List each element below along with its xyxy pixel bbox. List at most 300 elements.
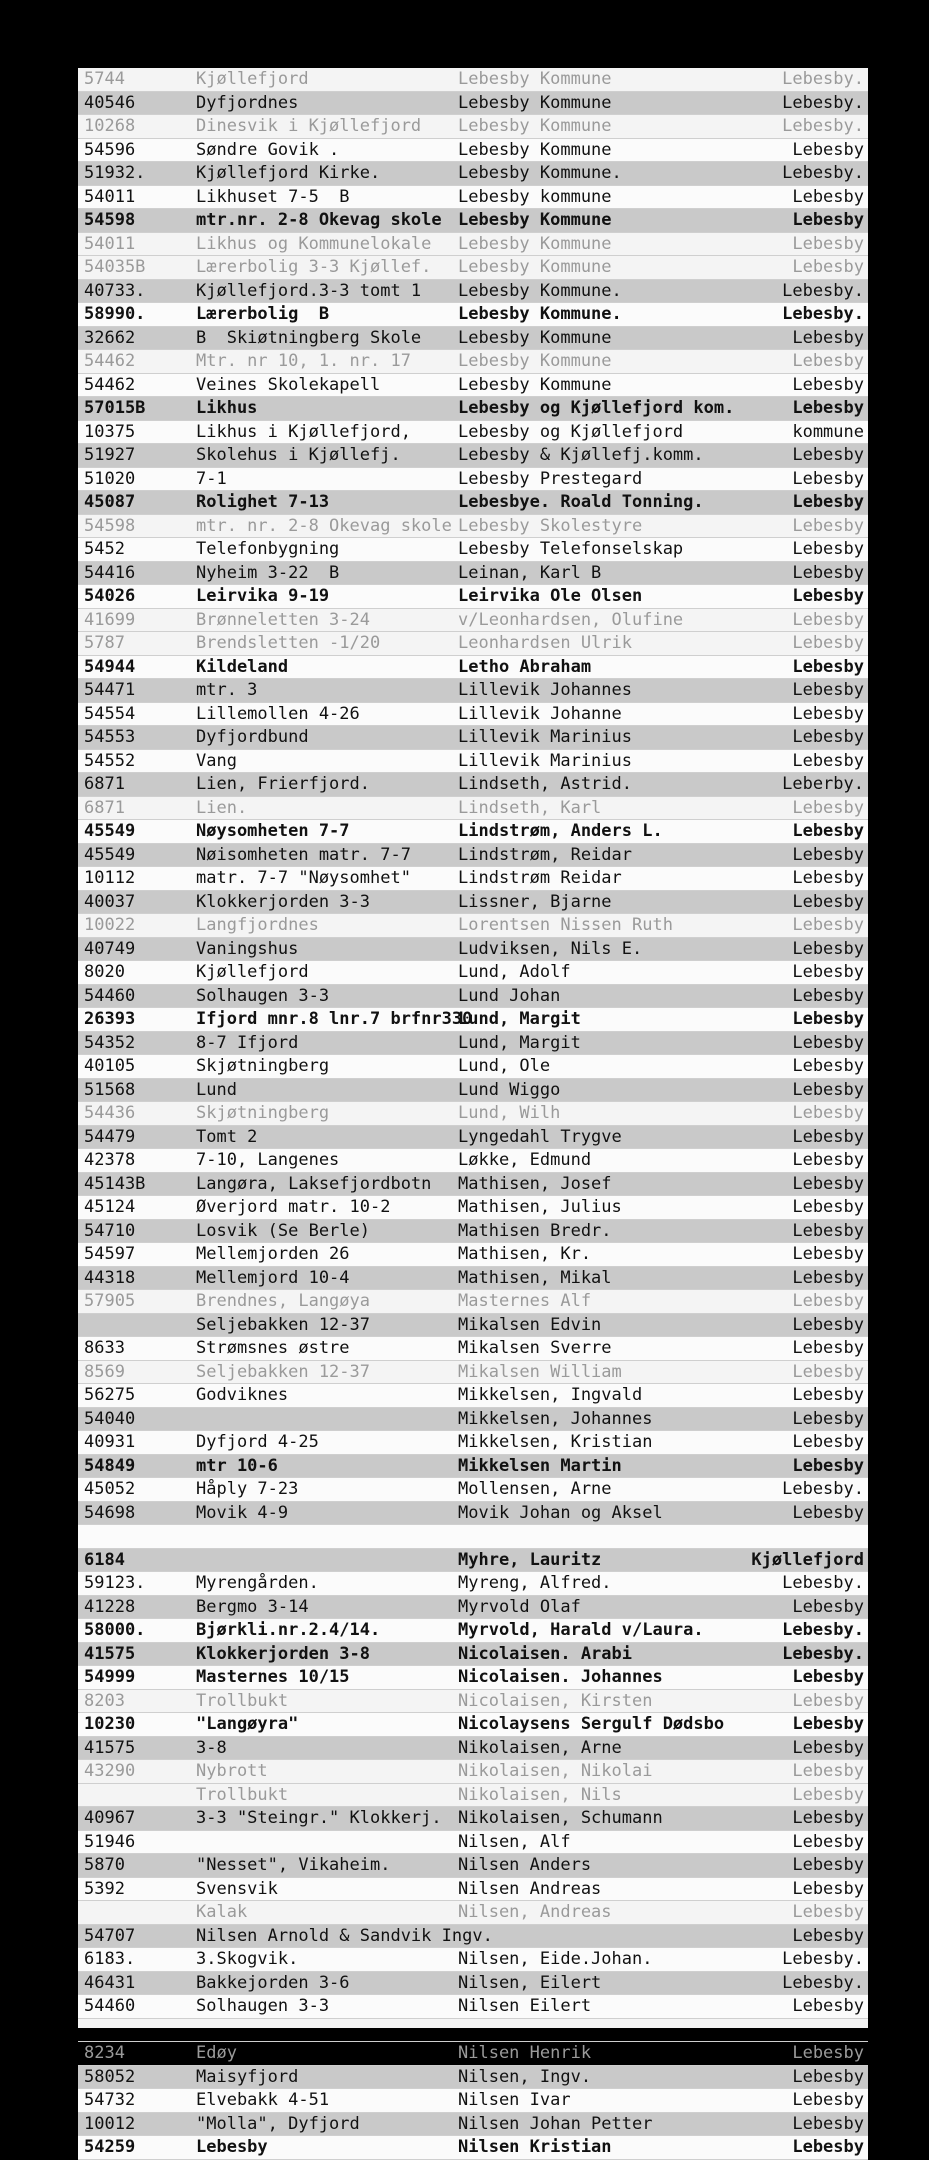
- register-strip: [78, 2136, 868, 2160]
- register-strip: [78, 421, 868, 445]
- municipality: Lebesby: [792, 1596, 864, 1617]
- owner-name: Løkke, Edmund: [458, 1150, 592, 1170]
- register-strip: [78, 1267, 868, 1291]
- municipality: Lebesby: [792, 1432, 864, 1452]
- property-name: Strømsnes østre: [196, 1338, 350, 1358]
- municipality: Lebesby: [792, 656, 864, 677]
- record-number: 54598: [84, 210, 136, 230]
- owner-name: Myrvold Olaf: [458, 1596, 581, 1617]
- record-number: 54849: [84, 1455, 136, 1476]
- municipality: Lebesby: [792, 1079, 864, 1100]
- owner-name: Lebesby Kommune.: [458, 163, 622, 183]
- owner-name: Lebesby Kommune: [458, 257, 612, 277]
- property-name: mtr. 3: [196, 680, 258, 700]
- property-name: Kalak: [196, 1902, 248, 1922]
- property-name: Mellemjord 10-4: [196, 1267, 350, 1288]
- record-number: 5787: [84, 633, 125, 653]
- property-name: Lillemollen 4-26: [196, 703, 360, 724]
- register-strip: [78, 139, 868, 163]
- record-number: 10375: [84, 421, 136, 442]
- municipality: Lebesby: [792, 139, 864, 160]
- property-name: Likhuset 7-5 B: [196, 186, 350, 207]
- record-number: 51927: [84, 445, 136, 465]
- register-strip: [78, 350, 868, 374]
- owner-name: Masternes Alf: [458, 1291, 592, 1311]
- register-strip: [78, 1196, 868, 1220]
- register-strip: [78, 1854, 868, 1878]
- municipality: Lebesby.: [782, 280, 864, 301]
- municipality: Lebesby: [792, 2113, 864, 2134]
- record-number: 8020: [84, 962, 125, 982]
- register-strip: [78, 703, 868, 727]
- municipality: Lebesby: [792, 680, 864, 700]
- owner-name: Lebesby Kommune: [458, 116, 612, 136]
- record-number: 40967: [84, 1808, 136, 1828]
- property-name: Trollbukt: [196, 1784, 289, 1805]
- municipality: Lebesby: [792, 1291, 864, 1311]
- property-name: Rolighet 7-13: [196, 492, 330, 512]
- record-number: 46431: [84, 1972, 136, 1993]
- owner-name: Nikolaisen, Nikolai: [458, 1761, 653, 1781]
- property-name: Edøy: [196, 2043, 237, 2063]
- municipality: Lebesby: [792, 868, 864, 888]
- record-number: 54471: [84, 680, 136, 700]
- owner-name: Lebesby Kommune.: [458, 304, 622, 324]
- municipality: Lebesby: [792, 1925, 864, 1946]
- municipality: Lebesby: [792, 1032, 864, 1053]
- owner-name: Lebesby & Kjøllefj.komm.: [458, 445, 704, 465]
- property-name: Elvebakk 4-51: [196, 2090, 330, 2110]
- property-name: Mtr. nr 10, 1. nr. 17: [196, 351, 411, 371]
- owner-name: Lindstrøm, Anders L.: [458, 821, 663, 841]
- record-number: 42378: [84, 1150, 136, 1170]
- owner-name: Nilsen Ivar: [458, 2090, 571, 2110]
- record-number: 10012: [84, 2113, 136, 2134]
- property-name: Masternes 10/15: [196, 1667, 350, 1687]
- municipality: Lebesby: [792, 1455, 864, 1476]
- register-strip: [78, 1972, 868, 1996]
- owner-name: Mikalsen Sverre: [458, 1338, 612, 1358]
- property-name: Lund: [196, 1079, 237, 1100]
- register-strip: [78, 1807, 868, 1831]
- register-strip: [78, 2042, 868, 2066]
- owner-name: Lissner, Bjarne: [458, 891, 612, 912]
- property-name: Godviknes: [196, 1385, 289, 1405]
- municipality: Lebesby: [792, 1244, 864, 1264]
- owner-name: Nilsen Johan Petter: [458, 2113, 653, 2134]
- property-name: mtr.nr. 2-8 Okevag skole: [196, 210, 442, 230]
- owner-name: Myreng, Alfred.: [458, 1573, 612, 1593]
- property-name: 7-10, Langenes: [196, 1150, 340, 1170]
- record-number: 41228: [84, 1596, 136, 1617]
- property-name: "Nesset", Vikaheim.: [196, 1855, 391, 1875]
- property-name: Klokkerjorden 3-8: [196, 1643, 370, 1664]
- property-name: 7-1: [196, 468, 227, 489]
- register-strip: [78, 1502, 868, 1526]
- property-name: Maisyfjord: [196, 2066, 299, 2087]
- owner-name: Nilsen, Eide.Johan.: [458, 1949, 653, 1969]
- municipality: Lebesby: [792, 915, 864, 935]
- register-strip: [78, 1032, 868, 1056]
- municipality: Lebesby: [792, 186, 864, 207]
- record-number: 54460: [84, 1996, 136, 2016]
- municipality: Lebesby: [792, 1784, 864, 1805]
- municipality: Lebesby: [792, 1408, 864, 1429]
- owner-name: Lebesby Kommune: [458, 351, 612, 371]
- property-name: Søndre Govik .: [196, 139, 340, 160]
- record-number: 41699: [84, 609, 136, 630]
- record-number: 8234: [84, 2043, 125, 2063]
- property-name: 8-7 Ifjord: [196, 1032, 299, 1053]
- owner-name: Lund, Margit: [458, 1009, 581, 1029]
- municipality: Lebesby: [792, 1220, 864, 1241]
- municipality: Lebesby.: [782, 1573, 864, 1593]
- property-name: matr. 7-7 "Nøysomhet": [196, 868, 411, 888]
- municipality: Lebesby: [792, 1902, 864, 1922]
- property-name: Vaningshus: [196, 938, 299, 959]
- register-strip: [78, 585, 868, 609]
- owner-name: Mathisen, Kr.: [458, 1244, 592, 1264]
- record-number: 58052: [84, 2066, 136, 2087]
- register-strip: [78, 1666, 868, 1690]
- owner-name: Lebesby Kommune: [458, 210, 612, 230]
- record-number: 40546: [84, 92, 136, 113]
- owner-name: Myrvold, Harald v/Laura.: [458, 1620, 704, 1640]
- municipality: Lebesby: [792, 233, 864, 254]
- record-number: 54553: [84, 727, 136, 747]
- record-number: 32662: [84, 327, 136, 348]
- record-number: 8203: [84, 1690, 125, 1711]
- owner-name: Nicolaisen, Kirsten: [458, 1690, 653, 1711]
- register-strip: [78, 1408, 868, 1432]
- register-strip: [78, 444, 868, 468]
- record-number: 54999: [84, 1667, 136, 1687]
- property-name: Bakkejorden 3-6: [196, 1972, 350, 1993]
- register-strip: [78, 1102, 868, 1126]
- owner-name: Lebesby Kommune: [458, 69, 612, 89]
- property-name: Skjøtningberg: [196, 1103, 330, 1123]
- record-number: 54479: [84, 1126, 136, 1147]
- record-number: 54462: [84, 351, 136, 371]
- record-number: 54460: [84, 985, 136, 1006]
- record-number: 58990.: [84, 304, 146, 324]
- record-number: 54462: [84, 374, 136, 395]
- property-name: Lærerbolig 3-3 Kjøllef.: [196, 257, 432, 277]
- municipality: Lebesby: [792, 891, 864, 912]
- property-name: Kjøllefjord Kirke.: [196, 163, 381, 183]
- municipality: Lebesby: [792, 515, 864, 536]
- record-number: 54011: [84, 186, 136, 207]
- property-name: Nilsen Arnold & Sandvik Ingv.: [196, 1925, 493, 1946]
- owner-name: Nilsen Anders: [458, 1855, 592, 1875]
- owner-name: Lebesby Kommune: [458, 327, 612, 348]
- property-name: Svensvik: [196, 1878, 278, 1899]
- register-strip: [78, 726, 868, 750]
- municipality: Lebesby: [792, 750, 864, 771]
- municipality: Lebesby: [792, 1385, 864, 1405]
- record-number: 10112: [84, 868, 136, 888]
- owner-name: Lebesby Telefonselskap: [458, 539, 684, 559]
- record-number: 40105: [84, 1056, 136, 1076]
- municipality: Lebesby: [792, 962, 864, 982]
- owner-name: Mikkelsen, Ingvald: [458, 1385, 643, 1405]
- municipality: Lebesby: [792, 1103, 864, 1123]
- record-number: 54035B: [84, 257, 146, 277]
- property-name: Losvik (Se Berle): [196, 1220, 370, 1241]
- record-number: 5452: [84, 539, 125, 559]
- register-strip: [78, 1314, 868, 1338]
- owner-name: Lorentsen Nissen Ruth: [458, 915, 673, 935]
- municipality: Lebesby: [792, 633, 864, 653]
- owner-name: Nicolaisen. Johannes: [458, 1667, 663, 1687]
- register-strip: [78, 256, 868, 280]
- register-strip: [78, 1690, 868, 1714]
- property-name: Trollbukt: [196, 1690, 289, 1711]
- record-number: 5870: [84, 1855, 125, 1875]
- property-name: Seljebakken 12-37: [196, 1361, 370, 1382]
- owner-name: Lund Johan: [458, 985, 561, 1006]
- property-name: Solhaugen 3-3: [196, 1996, 330, 2016]
- owner-name: Nilsen Henrik: [458, 2043, 592, 2063]
- register-strip: [78, 397, 868, 421]
- municipality: Lebesby.: [782, 1643, 864, 1664]
- register-strip: [78, 750, 868, 774]
- property-name: Nybrott: [196, 1761, 268, 1781]
- municipality: Lebesby: [792, 985, 864, 1006]
- register-strip: [78, 961, 868, 985]
- register-strip: [78, 1055, 868, 1079]
- record-number: 6871: [84, 797, 125, 818]
- municipality: Lebesby: [792, 2137, 864, 2157]
- register-strip: [78, 820, 868, 844]
- owner-name: Lebesby Kommune: [458, 374, 612, 395]
- record-number: 26393: [84, 1009, 136, 1029]
- property-name: Langøra, Laksefjordbotn: [196, 1173, 432, 1194]
- municipality: Lebesby.: [782, 116, 864, 136]
- owner-name: Lindstrøm, Reidar: [458, 844, 632, 865]
- municipality: Lebesby: [792, 1808, 864, 1828]
- register-strip: [78, 1079, 868, 1103]
- register-strip: [78, 1760, 868, 1784]
- municipality: Lebesby: [792, 374, 864, 395]
- municipality: Lebesby.: [782, 1949, 864, 1969]
- property-name: Telefonbygning: [196, 539, 340, 559]
- register-strip: [78, 1784, 868, 1808]
- municipality: Lebesby: [792, 351, 864, 371]
- register-strip: [78, 1337, 868, 1361]
- record-number: 54597: [84, 1244, 136, 1264]
- property-name: "Langøyra": [196, 1714, 299, 1734]
- record-number: 45549: [84, 844, 136, 865]
- property-name: 3-3 "Steingr." Klokkerj.: [196, 1808, 442, 1828]
- owner-name: Mollensen, Arne: [458, 1479, 612, 1499]
- owner-name: Nilsen Andreas: [458, 1878, 602, 1899]
- municipality: Lebesby: [792, 1267, 864, 1288]
- municipality: Lebesby: [792, 1197, 864, 1217]
- record-number: 54011: [84, 233, 136, 254]
- register-strip: [78, 1220, 868, 1244]
- owner-name: Myhre, Lauritz: [458, 1549, 602, 1570]
- owner-name: Lebesby Kommune.: [458, 280, 622, 301]
- record-number: 59123.: [84, 1573, 146, 1593]
- register-strip: [78, 1643, 868, 1667]
- register-strip: [78, 186, 868, 210]
- register-strip: [78, 115, 868, 139]
- register-strip: [78, 233, 868, 257]
- register-strip: [78, 1126, 868, 1150]
- register-strip: [78, 491, 868, 515]
- municipality: Kjøllefjord: [751, 1549, 864, 1570]
- property-name: Dinesvik i Kjøllefjord: [196, 116, 422, 136]
- owner-name: Lillevik Johannes: [458, 680, 632, 700]
- municipality: Lebesby: [792, 539, 864, 559]
- record-number: 54598: [84, 515, 136, 536]
- record-number: 8569: [84, 1361, 125, 1382]
- municipality: Lebesby: [792, 2043, 864, 2063]
- register-strip: [78, 1878, 868, 1902]
- municipality: Lebesby: [792, 1714, 864, 1734]
- register-strip: [78, 1008, 868, 1032]
- property-name: Nyheim 3-22 B: [196, 562, 340, 583]
- register-strip: [78, 867, 868, 891]
- register-strip: [78, 679, 868, 703]
- property-name: Vang: [196, 750, 237, 771]
- municipality: Lebesby: [792, 1996, 864, 2016]
- register-strip: [78, 162, 868, 186]
- property-name: mtr. nr. 2-8 Okevag skole: [196, 515, 452, 536]
- municipality: Lebesby: [792, 609, 864, 630]
- municipality: Lebesby: [792, 445, 864, 465]
- municipality: Lebesby: [792, 844, 864, 865]
- property-name: Bjørkli.nr.2.4/14.: [196, 1620, 381, 1640]
- property-name: Nøisomheten matr. 7-7: [196, 844, 411, 865]
- owner-name: Mikkelsen, Johannes: [458, 1408, 653, 1429]
- record-number: 54698: [84, 1502, 136, 1523]
- municipality: Lebesby.: [782, 1479, 864, 1499]
- owner-name: Lebesby kommune: [458, 186, 612, 207]
- property-name: Brendnes, Langøya: [196, 1291, 370, 1311]
- owner-name: Lebesby Skolestyre: [458, 515, 643, 536]
- owner-name: Nilsen Eilert: [458, 1996, 592, 2016]
- owner-name: Leinan, Karl B: [458, 562, 602, 583]
- register-strip: [78, 562, 868, 586]
- owner-name: Nilsen, Eilert: [458, 1972, 602, 1993]
- property-name: Movik 4-9: [196, 1502, 289, 1523]
- property-name: Veines Skolekapell: [196, 374, 381, 395]
- owner-name: Mathisen Bredr.: [458, 1220, 612, 1241]
- register-strip: [78, 985, 868, 1009]
- owner-name: Lebesby Kommune: [458, 92, 612, 113]
- record-number: 54352: [84, 1032, 136, 1053]
- owner-name: Lillevik Marinius: [458, 750, 632, 771]
- record-number: 54259: [84, 2137, 136, 2157]
- record-number: 10230: [84, 1714, 136, 1734]
- register-strip: [78, 1619, 868, 1643]
- owner-name: Lyngedahl Trygve: [458, 1126, 622, 1147]
- register-strip: [78, 797, 868, 821]
- municipality: Lebesby: [792, 1173, 864, 1194]
- record-number: 45087: [84, 492, 136, 512]
- record-number: 51568: [84, 1079, 136, 1100]
- register-strip: [78, 891, 868, 915]
- municipality: Lebesby: [792, 2090, 864, 2110]
- record-number: 10022: [84, 915, 136, 935]
- owner-name: Mikalsen Edvin: [458, 1314, 602, 1335]
- property-name: Kildeland: [196, 656, 289, 677]
- property-name: Likhus i Kjøllefjord,: [196, 421, 411, 442]
- property-name: Klokkerjorden 3-3: [196, 891, 370, 912]
- register-strip: [78, 2089, 868, 2113]
- property-name: Dyfjordnes: [196, 92, 299, 113]
- register-strip: [78, 1596, 868, 1620]
- municipality: Lebesby: [792, 1667, 864, 1687]
- municipality: Leberby.: [782, 774, 864, 794]
- record-number: 6184: [84, 1549, 125, 1570]
- owner-name: Nikolaisen, Schumann: [458, 1808, 663, 1828]
- owner-name: Lindstrøm Reidar: [458, 868, 622, 888]
- record-number: 56275: [84, 1385, 136, 1405]
- owner-name: Nikolaisen, Nils: [458, 1784, 622, 1805]
- owner-name: Leonhardsen Ulrik: [458, 633, 632, 653]
- register-strip: [78, 92, 868, 116]
- owner-name: Mikalsen William: [458, 1361, 622, 1382]
- register-strip: [78, 914, 868, 938]
- municipality: Lebesby: [792, 1831, 864, 1852]
- municipality: Lebesby: [792, 492, 864, 512]
- owner-name: Nilsen, Ingv.: [458, 2066, 592, 2087]
- property-name: Likhus og Kommunelokale: [196, 233, 432, 254]
- record-number: 51946: [84, 1831, 136, 1852]
- municipality: Lebesby: [792, 1338, 864, 1358]
- register-strip: [78, 1831, 868, 1855]
- record-number: 45052: [84, 1479, 136, 1499]
- property-name: Lærerbolig B: [196, 304, 330, 324]
- record-number: 6871: [84, 774, 125, 794]
- property-name: Lien, Frierfjord.: [196, 774, 370, 794]
- property-name: Kjøllefjord: [196, 962, 309, 982]
- record-number: 6183.: [84, 1949, 136, 1969]
- register-strip: [78, 1995, 868, 2019]
- property-name: Solhaugen 3-3: [196, 985, 330, 1006]
- municipality: Lebesby: [792, 1502, 864, 1523]
- register-strip: [78, 515, 868, 539]
- owner-name: Letho Abraham: [458, 656, 592, 677]
- owner-name: Lebesby og Kjøllefjord kom.: [458, 398, 735, 418]
- owner-name: Mathisen, Josef: [458, 1173, 612, 1194]
- register-strip: [78, 1431, 868, 1455]
- owner-name: Lund, Ole: [458, 1056, 551, 1076]
- record-number: 45143B: [84, 1173, 146, 1194]
- record-number: 54732: [84, 2090, 136, 2110]
- property-name: Langfjordnes: [196, 915, 319, 935]
- property-name: Nøysomheten 7-7: [196, 821, 350, 841]
- property-name: Håply 7-23: [196, 1479, 299, 1499]
- property-name: Øverjord matr. 10-2: [196, 1197, 391, 1217]
- property-name: 3-8: [196, 1737, 227, 1758]
- municipality: Lebesby: [792, 1009, 864, 1029]
- register-strip: [78, 1948, 868, 1972]
- owner-name: Lillevik Marinius: [458, 727, 632, 747]
- owner-name: Lund Wiggo: [458, 1079, 561, 1100]
- register-strip: [78, 844, 868, 868]
- record-number: 41575: [84, 1643, 136, 1664]
- owner-name: Lund, Margit: [458, 1032, 581, 1053]
- record-number: 54436: [84, 1103, 136, 1123]
- property-name: 3.Skogvik.: [196, 1949, 299, 1969]
- record-number: 5744: [84, 69, 125, 89]
- owner-name: Mikkelsen, Kristian: [458, 1432, 653, 1452]
- index-card-sheet: [78, 68, 868, 2157]
